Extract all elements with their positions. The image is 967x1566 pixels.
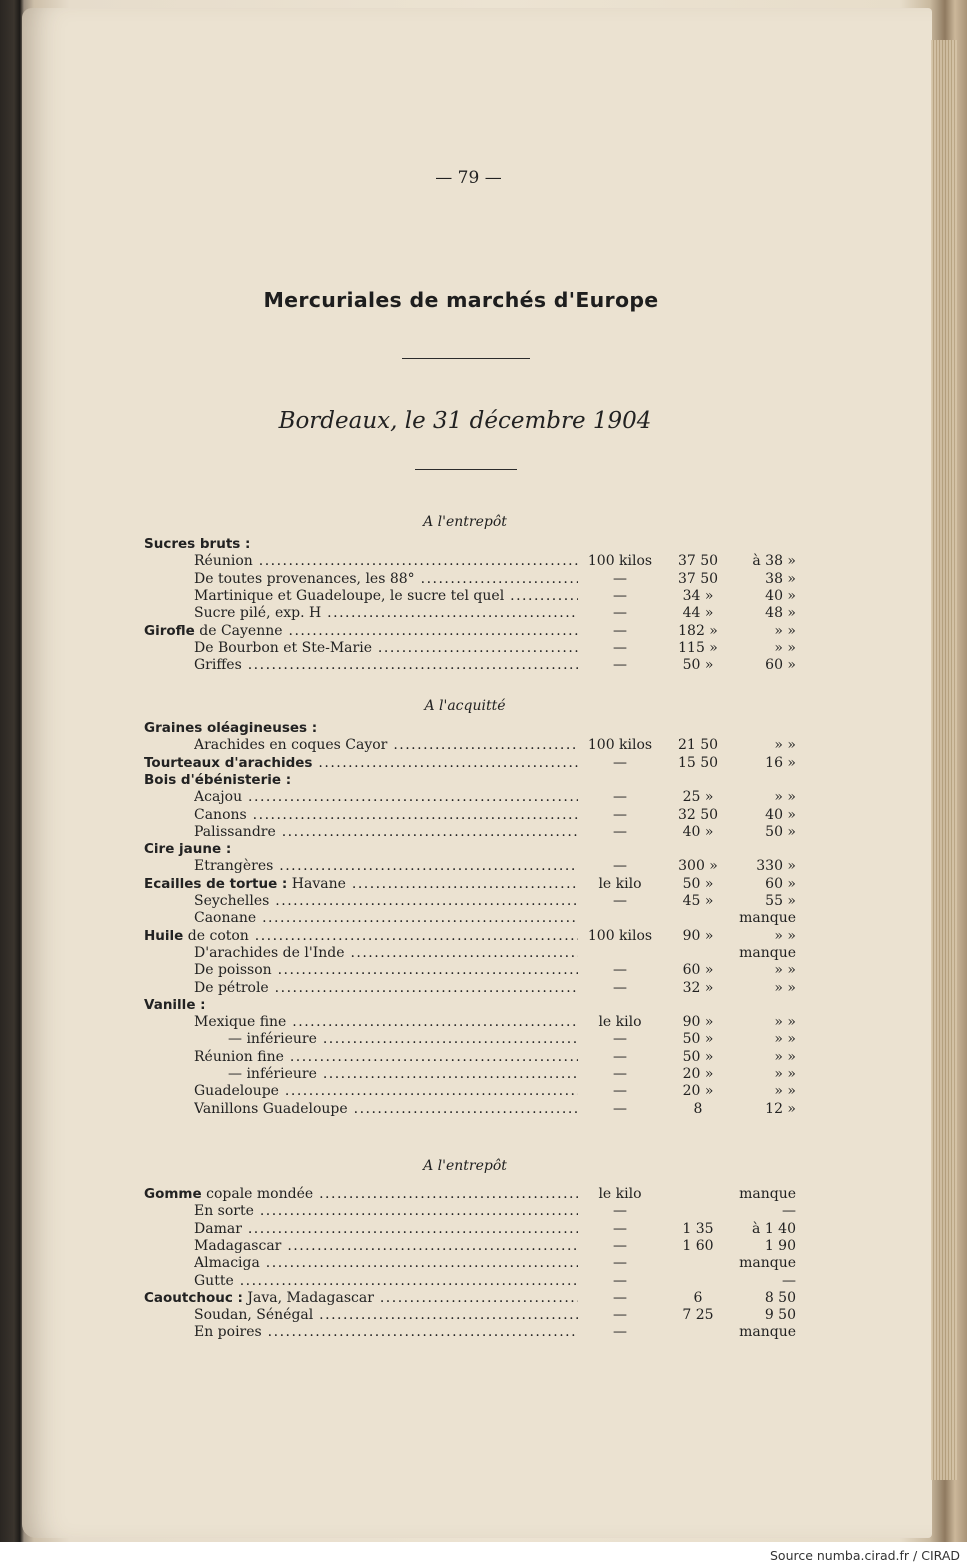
row-label xyxy=(194,1014,578,1031)
price-row xyxy=(0,893,967,910)
price-low: 15 50 xyxy=(677,755,719,771)
price-low: 1 35 xyxy=(682,1221,714,1237)
unit-cell: — xyxy=(613,640,627,656)
price-note: manque xyxy=(739,945,796,961)
price-row xyxy=(0,588,967,605)
price-row xyxy=(0,1049,967,1066)
price-row xyxy=(0,1307,967,1324)
price-high: 40 » xyxy=(765,807,796,823)
unit-cell: — xyxy=(613,962,627,978)
product-name: Vanille : xyxy=(144,997,206,1013)
price-high: à 1 40 xyxy=(752,1221,796,1237)
unit-cell: — xyxy=(613,1101,627,1117)
row-label xyxy=(194,858,578,875)
price-low: 7 25 xyxy=(682,1307,714,1323)
product-detail: D'arachides de l'Inde xyxy=(194,945,345,961)
product-detail: Sucre pilé, exp. H xyxy=(194,605,322,621)
unit-cell: — xyxy=(613,588,627,604)
price-row xyxy=(0,1014,967,1031)
product-detail: Gutte xyxy=(194,1273,234,1289)
row-label xyxy=(194,1203,578,1220)
product-detail: En poires xyxy=(194,1324,262,1340)
row-label xyxy=(194,571,578,588)
unit-cell: — xyxy=(613,1290,627,1306)
price-row xyxy=(0,1186,967,1203)
product-name: Caoutchouc : xyxy=(144,1290,243,1306)
price-low: 34 » xyxy=(682,588,714,604)
product-detail: Mexique fine xyxy=(194,1014,287,1030)
price-row xyxy=(0,824,967,841)
price-low: 44 » xyxy=(682,605,714,621)
unit-cell: le kilo xyxy=(598,1186,642,1202)
price-row xyxy=(0,1255,967,1272)
row-label xyxy=(194,1083,578,1100)
product-name: Sucres bruts : xyxy=(144,536,251,552)
price-high: 40 » xyxy=(765,588,796,604)
section-heading: A l'acquitté xyxy=(424,698,506,714)
price-low: 6 xyxy=(693,1290,703,1306)
product-detail: De poisson xyxy=(194,962,272,978)
row-label xyxy=(194,962,578,979)
price-row xyxy=(0,928,967,945)
price-row xyxy=(0,640,967,657)
product-detail: — inférieure xyxy=(228,1066,317,1082)
price-row xyxy=(0,553,967,570)
section-heading: A l'entrepôt xyxy=(423,1158,507,1174)
row-label xyxy=(228,1066,578,1083)
row-label xyxy=(194,807,578,824)
unit-cell: — xyxy=(613,1324,627,1340)
price-high: » » xyxy=(774,789,796,805)
price-row xyxy=(0,910,967,927)
price-row xyxy=(0,980,967,997)
price-high: 48 » xyxy=(765,605,796,621)
price-low: 37 50 xyxy=(677,571,719,587)
price-row xyxy=(0,657,967,674)
price-row xyxy=(0,789,967,806)
price-low: 90 » xyxy=(682,928,714,944)
unit-cell: — xyxy=(613,1066,627,1082)
row-label xyxy=(194,1324,578,1341)
price-row xyxy=(0,605,967,622)
price-high: 60 » xyxy=(765,657,796,673)
price-row xyxy=(0,755,967,772)
row-label xyxy=(144,536,578,553)
source-credit: Source numba.cirad.fr / CIRAD xyxy=(769,1548,960,1563)
product-detail: De Bourbon et Ste-Marie xyxy=(194,640,372,656)
price-row xyxy=(0,1221,967,1238)
row-label xyxy=(144,755,578,772)
product-detail: De toutes provenances, les 88° xyxy=(194,571,415,587)
price-row xyxy=(0,772,967,789)
product-detail: Réunion xyxy=(194,553,253,569)
unit-cell: — xyxy=(613,605,627,621)
unit-cell: — xyxy=(613,1031,627,1047)
price-high: 12 » xyxy=(765,1101,796,1117)
row-label xyxy=(194,910,578,927)
product-name: Tourteaux d'arachides xyxy=(144,755,313,771)
unit-cell: — xyxy=(613,1049,627,1065)
product-name: Ecailles de tortue : xyxy=(144,876,288,892)
row-label xyxy=(144,997,578,1014)
product-name: Bois d'ébénisterie : xyxy=(144,772,292,788)
product-detail: de coton xyxy=(187,928,249,944)
product-name: Girofle xyxy=(144,623,195,639)
row-label xyxy=(194,980,578,997)
row-label xyxy=(144,720,578,737)
row-label xyxy=(144,772,578,789)
product-detail: Havane xyxy=(291,876,346,892)
price-low: 90 » xyxy=(682,1014,714,1030)
price-row xyxy=(0,720,967,737)
price-low: 115 » xyxy=(678,640,718,656)
row-label xyxy=(194,1238,578,1255)
price-low: 21 50 xyxy=(677,737,719,753)
price-high: » » xyxy=(774,623,796,639)
unit-cell: — xyxy=(613,893,627,909)
price-row xyxy=(0,858,967,875)
product-detail: Canons xyxy=(194,807,247,823)
row-label xyxy=(194,657,578,674)
price-low: 300 » xyxy=(678,858,718,874)
product-detail: Réunion fine xyxy=(194,1049,284,1065)
price-low: 25 » xyxy=(682,789,714,805)
price-high: » » xyxy=(774,640,796,656)
product-name: Cire jaune : xyxy=(144,841,232,857)
unit-cell: — xyxy=(613,755,627,771)
price-high: » » xyxy=(774,1066,796,1082)
price-low: 50 » xyxy=(682,1049,714,1065)
price-row xyxy=(0,962,967,979)
price-high: » » xyxy=(774,1049,796,1065)
price-low: 50 » xyxy=(682,1031,714,1047)
row-label xyxy=(194,553,578,570)
price-high: » » xyxy=(774,980,796,996)
unit-cell: — xyxy=(613,1307,627,1323)
product-detail: Java, Madagascar xyxy=(247,1290,374,1306)
row-label xyxy=(194,1221,578,1238)
row-label xyxy=(194,1255,578,1272)
price-low: 32 50 xyxy=(677,807,719,823)
unit-cell: — xyxy=(613,1203,627,1219)
unit-cell: 100 kilos xyxy=(587,928,653,944)
price-low: 20 » xyxy=(682,1066,714,1082)
row-label xyxy=(144,841,578,858)
row-label xyxy=(194,605,578,622)
price-row xyxy=(0,1203,967,1220)
product-detail: Guadeloupe xyxy=(194,1083,279,1099)
product-detail: Etrangères xyxy=(194,858,274,874)
price-low: 50 » xyxy=(682,657,714,673)
price-high: » » xyxy=(774,1083,796,1099)
price-note: — xyxy=(782,1203,796,1219)
row-label xyxy=(144,1290,578,1307)
row-label xyxy=(144,876,578,893)
unit-cell: — xyxy=(613,858,627,874)
price-row xyxy=(0,623,967,640)
row-label xyxy=(194,824,578,841)
price-high: à 38 » xyxy=(752,553,796,569)
row-label xyxy=(194,1273,578,1290)
price-high: 9 50 xyxy=(764,1307,796,1323)
unit-cell: — xyxy=(613,571,627,587)
row-label xyxy=(144,1186,578,1203)
price-row xyxy=(0,841,967,858)
price-low: 60 » xyxy=(682,962,714,978)
price-low: 50 » xyxy=(682,876,714,892)
page-subtitle: Bordeaux, le 31 décembre 1904 xyxy=(278,408,652,434)
price-row xyxy=(0,1083,967,1100)
product-detail: Martinique et Guadeloupe, le sucre tel quel xyxy=(194,588,505,604)
title-rule xyxy=(402,358,530,359)
price-high: » » xyxy=(774,928,796,944)
price-low: 40 » xyxy=(682,824,714,840)
price-row xyxy=(0,876,967,893)
price-high: 330 » xyxy=(756,858,796,874)
price-low: 8 xyxy=(693,1101,703,1117)
unit-cell: 100 kilos xyxy=(587,737,653,753)
product-detail: Seychelles xyxy=(194,893,270,909)
row-label xyxy=(194,640,578,657)
product-detail: En sorte xyxy=(194,1203,254,1219)
page-title: Mercuriales de marchés d'Europe xyxy=(263,288,659,312)
unit-cell: — xyxy=(613,807,627,823)
price-high: 38 » xyxy=(765,571,796,587)
unit-cell: — xyxy=(613,1255,627,1271)
row-label xyxy=(194,1307,578,1324)
price-row xyxy=(0,1066,967,1083)
product-detail: — inférieure xyxy=(228,1031,317,1047)
row-label xyxy=(194,1049,578,1066)
price-high: » » xyxy=(774,962,796,978)
unit-cell: le kilo xyxy=(598,876,642,892)
price-high: » » xyxy=(774,1014,796,1030)
unit-cell: 100 kilos xyxy=(587,553,653,569)
product-detail: Almaciga xyxy=(194,1255,260,1271)
price-low: 32 » xyxy=(682,980,714,996)
product-detail: Damar xyxy=(194,1221,242,1237)
price-row xyxy=(0,1290,967,1307)
price-low: 182 » xyxy=(678,623,718,639)
unit-cell: — xyxy=(613,980,627,996)
unit-cell: — xyxy=(613,657,627,673)
price-row xyxy=(0,1101,967,1118)
price-row xyxy=(0,1273,967,1290)
price-row xyxy=(0,737,967,754)
price-row xyxy=(0,997,967,1014)
unit-cell: — xyxy=(613,623,627,639)
row-label xyxy=(144,928,578,945)
row-label xyxy=(228,1031,578,1048)
unit-cell: — xyxy=(613,789,627,805)
price-high: 16 » xyxy=(765,755,796,771)
product-detail: Palissandre xyxy=(194,824,276,840)
price-note: manque xyxy=(739,910,796,926)
price-high: 50 » xyxy=(765,824,796,840)
product-detail: Acajou xyxy=(194,789,243,805)
row-label xyxy=(194,789,578,806)
product-detail: Vanillons Guadeloupe xyxy=(194,1101,348,1117)
row-label xyxy=(194,893,578,910)
unit-cell: — xyxy=(613,1083,627,1099)
price-low: 1 60 xyxy=(682,1238,714,1254)
row-label xyxy=(144,623,578,640)
product-name: Huile xyxy=(144,928,184,944)
product-name: Gomme xyxy=(144,1186,202,1202)
row-label xyxy=(194,945,578,962)
price-row xyxy=(0,1238,967,1255)
price-row xyxy=(0,1324,967,1341)
row-label xyxy=(194,737,578,754)
price-row xyxy=(0,1031,967,1048)
price-low: 37 50 xyxy=(677,553,719,569)
product-detail: Griffes xyxy=(194,657,242,673)
price-row xyxy=(0,571,967,588)
product-detail: Madagascar xyxy=(194,1238,282,1254)
price-note: manque xyxy=(739,1324,796,1340)
price-row xyxy=(0,807,967,824)
unit-cell: — xyxy=(613,1238,627,1254)
row-label xyxy=(194,1101,578,1118)
unit-cell: — xyxy=(613,1273,627,1289)
price-high: 8 50 xyxy=(764,1290,796,1306)
unit-cell: — xyxy=(613,1221,627,1237)
price-note: — xyxy=(782,1273,796,1289)
product-detail: Soudan, Sénégal xyxy=(194,1307,314,1323)
price-low: 45 » xyxy=(682,893,714,909)
price-high: » » xyxy=(774,1031,796,1047)
price-high: 55 » xyxy=(765,893,796,909)
unit-cell: — xyxy=(613,824,627,840)
product-detail: Caonane xyxy=(194,910,257,926)
unit-cell: le kilo xyxy=(598,1014,642,1030)
price-row xyxy=(0,536,967,553)
price-note: manque xyxy=(739,1186,796,1202)
product-name: Graines oléagineuses : xyxy=(144,720,318,736)
product-detail: de Cayenne xyxy=(199,623,283,639)
row-label xyxy=(194,588,578,605)
page-number: — 79 — xyxy=(435,168,502,188)
product-detail: copale mondée xyxy=(206,1186,314,1202)
price-high: 1 90 xyxy=(764,1238,796,1254)
price-high: » » xyxy=(774,737,796,753)
product-detail: De pétrole xyxy=(194,980,269,996)
section-heading: A l'entrepôt xyxy=(423,514,507,530)
price-low: 20 » xyxy=(682,1083,714,1099)
product-detail: Arachides en coques Cayor xyxy=(194,737,388,753)
price-high: 60 » xyxy=(765,876,796,892)
price-note: manque xyxy=(739,1255,796,1271)
subtitle-rule xyxy=(415,469,517,470)
price-row xyxy=(0,945,967,962)
